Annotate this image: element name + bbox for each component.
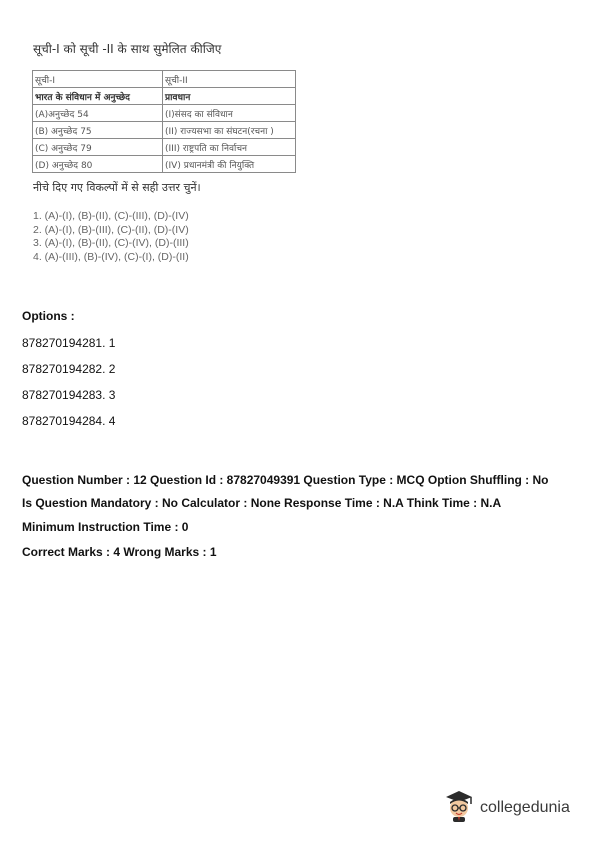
table-cell: (C) अनुच्छेद 79 [33, 139, 163, 156]
list-2-header: सूची-II [163, 71, 296, 88]
table-cell: (III) राष्ट्रपति का निर्वाचन [163, 139, 296, 156]
instruction-text: नीचे दिए गए विकल्पों में से सही उत्तर चुनें। [33, 181, 201, 194]
list-2-subheader: प्रावधान [163, 88, 296, 105]
table-subheader-row [33, 88, 296, 105]
question-meta-line: Minimum Instruction Time : 0 [22, 520, 189, 534]
choice-item: 2. (A)-(I), (B)-(III), (C)-(II), (D)-(IV) [33, 223, 189, 236]
option-item: 878270194281. 1 [22, 336, 116, 350]
list-1-header: सूची-I [33, 71, 163, 88]
table-row [33, 156, 296, 173]
choice-item: 4. (A)-(III), (B)-(IV), (C)-(I), (D)-(II) [33, 250, 189, 263]
match-table [32, 70, 296, 173]
table-row [33, 105, 296, 122]
question-meta-line: Is Question Mandatory : No Calculator : None Response Time : N.A Think Time : N.A [22, 496, 502, 510]
list-1-subheader: भारत के संविधान में अनुच्छेद [33, 88, 163, 105]
option-item: 878270194282. 2 [22, 362, 116, 376]
table-header-row [33, 71, 296, 88]
table-cell: (I)संसद का संविधान [163, 105, 296, 122]
table-cell: (A)अनुच्छेद 54 [33, 105, 163, 122]
table-cell: (B) अनुच्छेद 75 [33, 122, 163, 139]
table-cell: (II) राज्यसभा का संघटन(रचना ) [163, 122, 296, 139]
table-cell: (D) अनुच्छेद 80 [33, 156, 163, 173]
brand-logo [442, 789, 570, 827]
choice-item: 1. (A)-(I), (B)-(II), (C)-(III), (D)-(IV) [33, 210, 189, 222]
question-meta-line: Question Number : 12 Question Id : 87827049391 Question Type : MCQ Option Shuffling : No [22, 473, 549, 487]
question-title: सूची-I को सूची -II के साथ सुमेलित कीजिए [33, 42, 222, 56]
options-label: Options : [22, 309, 75, 323]
table-cell: (IV) प्रधानमंत्री की नियुक्ति [163, 156, 296, 173]
table-row [33, 122, 296, 139]
choice-item: 3. (A)-(I), (B)-(II), (C)-(IV), (D)-(III) [33, 237, 189, 250]
option-item: 878270194283. 3 [22, 388, 116, 402]
brand-name: collegedunia [480, 799, 570, 816]
table-row [33, 139, 296, 156]
graduate-mascot-icon [442, 789, 476, 827]
answer-choices [33, 210, 189, 264]
option-item: 878270194284. 4 [22, 414, 116, 428]
marks-line: Correct Marks : 4 Wrong Marks : 1 [22, 545, 217, 559]
